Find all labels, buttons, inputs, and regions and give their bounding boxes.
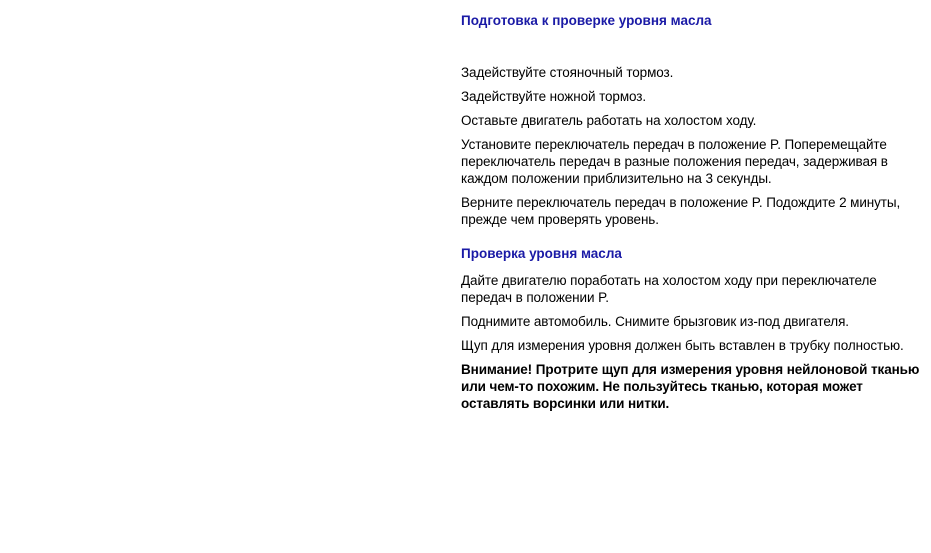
step-engine-running-park: Дайте двигателю поработать на холостом ходу при переключателе передач в положении P.	[461, 273, 877, 305]
section-title-preparation: Подготовка к проверке уровня масла	[461, 13, 712, 28]
document-content	[461, 12, 923, 412]
step-foot-brake: Задействуйте ножной тормоз.	[461, 89, 647, 104]
warning-note: Внимание! Протрите щуп для измерения уровня нейлоновой тканью или чем-то похожим. Не пользуйтесь тканью, которая может оставлять ворсинки или нитки.	[461, 362, 920, 411]
step-return-to-park: Верните переключатель передач в положение P. Подождите 2 минуты, прежде чем проверять уровень.	[461, 195, 901, 227]
section-title-oil-check: Проверка уровня масла	[461, 246, 622, 261]
step-engine-idle: Оставьте двигатель работать на холостом ходу.	[461, 113, 757, 128]
step-raise-vehicle: Поднимите автомобиль. Снимите брызговик из-под двигателя.	[461, 314, 849, 329]
step-parking-brake: Задействуйте стояночный тормоз.	[461, 65, 674, 80]
step-gear-selector-cycle: Установите переключатель передач в положение P. Поперемещайте переключатель передач в разные положения передач, задерживая в каждом положении приблизительно на 3 секунды.	[461, 137, 888, 186]
step-dipstick-inserted: Щуп для измерения уровня должен быть вставлен в трубку полностью.	[461, 338, 904, 353]
